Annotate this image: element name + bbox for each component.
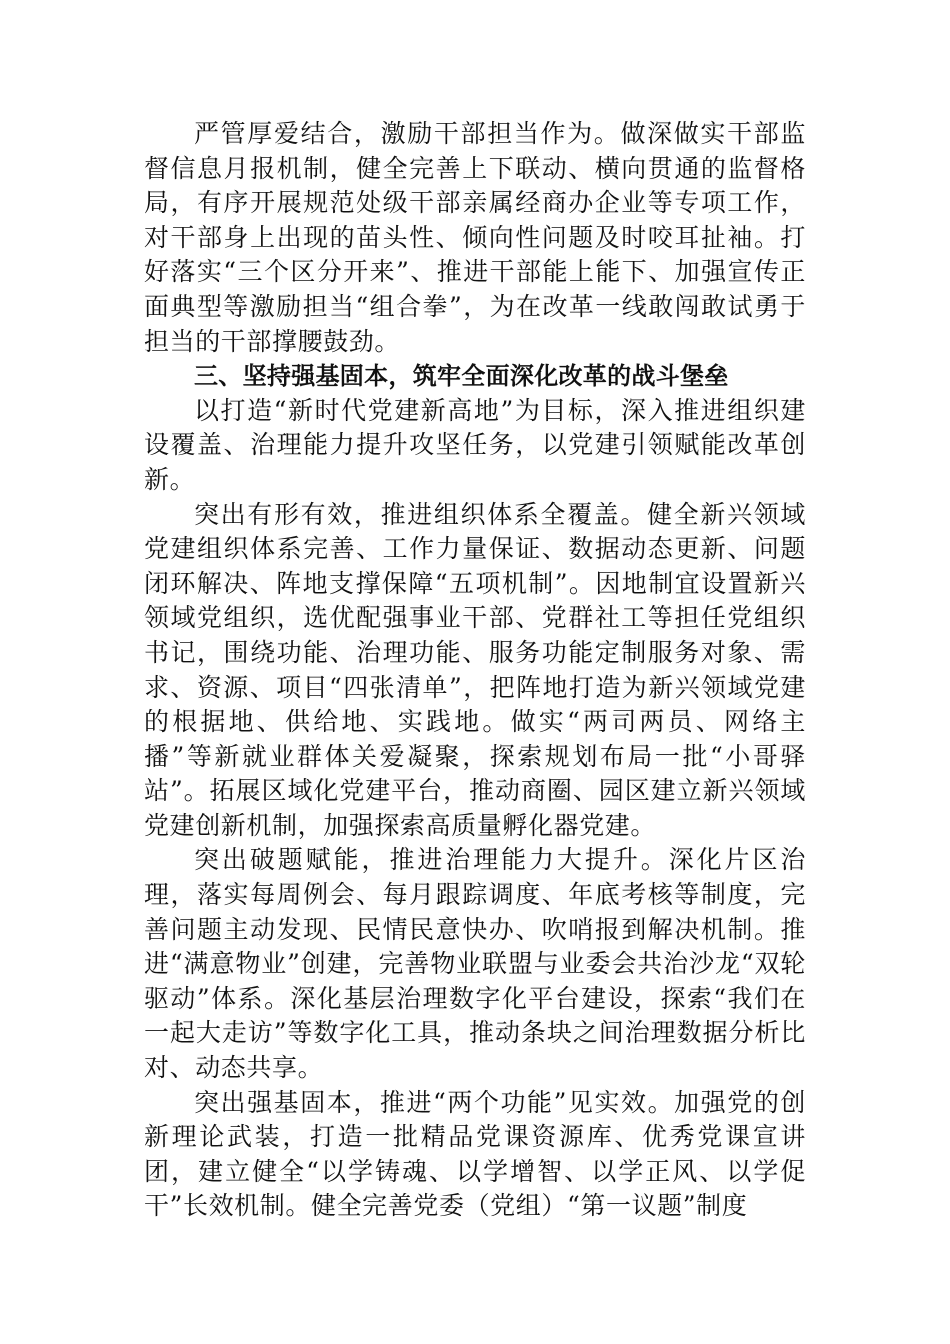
paragraph-two-functions: 突出强基固本，推进“两个功能”见实效。加强党的创新理论武装，打造一批精品党课资源库、优秀党课宣讲团，建立健全“以学铸魂、以学增智、以学正风、以学促干”长效机制。健全完善党委（党组）“第一议题”制度: [144, 1087, 806, 1221]
section-heading-three: 三、坚持强基固本，筑牢全面深化改革的战斗堡垒: [194, 362, 729, 391]
paragraph-party-building-goal: 以打造“新时代党建新高地”为目标，深入推进组织建设覆盖、治理能力提升攻坚任务，以党建引领赋能改革创新。: [144, 395, 806, 494]
paragraph-organization-coverage: 突出有形有效，推进组织体系全覆盖。健全新兴领域党建组织体系完善、工作力量保证、数据动态更新、问题闭环解决、阵地支撑保障“五项机制”。因地制宜设置新兴领域党组织，选优配强事业干部、党群社工等担任党组织书记，围绕功能、治理功能、服务功能定制服务对象、需求、资源、项目“四张清单”，把阵地打造为新兴领域党建的根据地、供给地、实践地。做实“两司两员、网络主播”等新就业群体关爱凝聚，探索规划布局一批“小哥驿站”。拓展区域化党建平台，推动商圈、园区建立新兴领域党建创新机制，加强探索高质量孵化器党建。: [144, 499, 806, 840]
paragraph-governance-capacity: 突出破题赋能，推进治理能力大提升。深化片区治理，落实每周例会、每月跟踪调度、年底考核等制度，完善问题主动发现、民情民意快办、吹哨报到解决机制。推进“满意物业”创建，完善物业联盟与业委会共治沙龙“双轮驱动”体系。深化基层治理数字化平台建设，探索“我们在一起大走访”等数字化工具，推动条块之间治理数据分析比对、动态共享。: [144, 845, 806, 1083]
document-page: [144, 117, 806, 1224]
paragraph-cadre-supervision: 严管厚爱结合，激励干部担当作为。做深做实干部监督信息月报机制，健全完善上下联动、横向贯通的监督格局，有序开展规范处级干部亲属经商办企业等专项工作，对干部身上出现的苗头性、倾向性问题及时咬耳扯袖。打好落实“三个区分开来”、推进干部能上能下、加强宣传正面典型等激励担当“组合拳”，为在改革一线敢闯敢试勇于担当的干部撑腰鼓劲。: [144, 119, 806, 356]
